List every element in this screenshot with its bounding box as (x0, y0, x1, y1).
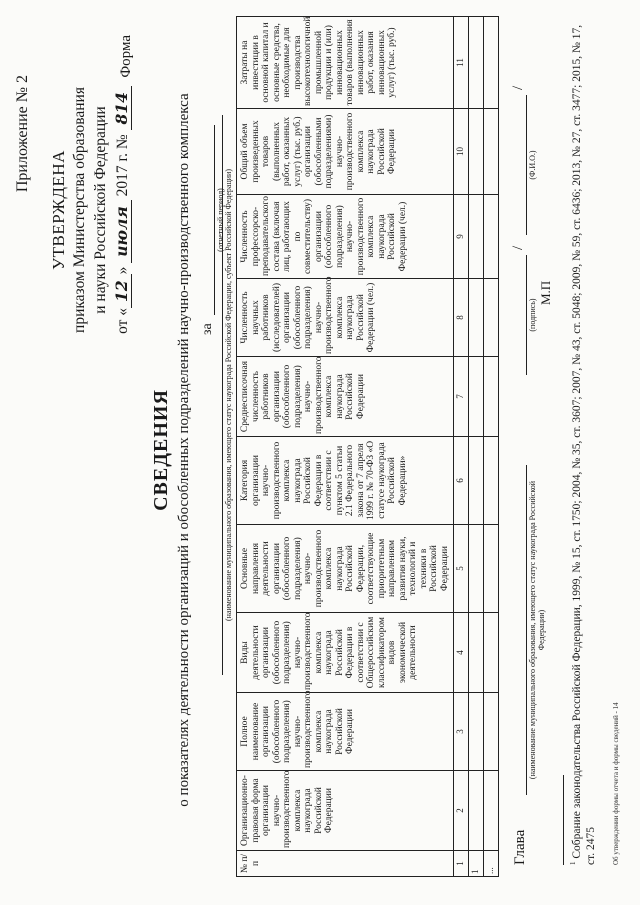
fio-field[interactable] (526, 95, 527, 235)
header-cell: Общий объем произведенных товаров (выполненных работ, оказанных услуг) (тыс. руб.) организации (обособленными подразделениями) научно-производственного комплекса наукограда Российской Федерации (237, 109, 454, 195)
column-number: 9 (454, 195, 469, 279)
date-prefix: от « (114, 307, 131, 334)
municipality-caption: (наименование муниципального образования, имеющего статус наукограда Российской Федерации, субъект Российской Федерации) (224, 169, 233, 622)
table-row (469, 17, 484, 877)
approved-heading: УТВЕРЖДЕНА (49, 150, 68, 270)
column-number: 5 (454, 525, 469, 613)
column-number: 6 (454, 437, 469, 525)
order-number: 814 (112, 86, 132, 130)
footnote-rule (563, 775, 564, 865)
head-label: Глава (512, 829, 528, 865)
header-cell: Организационно-правовая форма организации научно-производственного комплекса наукограда Российской Федерации (237, 771, 454, 851)
head-municipality-field[interactable] (526, 465, 527, 795)
header-cell: Численность профессорско-преподавательского состава (включая лиц, работающих по совместительству) организации (обособленного подразделения) научно-производственного комплекса наукограда Российской Федерации (чел.) (237, 195, 454, 279)
footnote-text: Собрание законодательства Российской Федерации, 1999, № 15, ст. 1750; 2004, № 35, ст. 3607; 2007, № 43, ст. 5048; 2009, № 59, ст. 6436; 2013, № 27, ст. 3477; 2015, № 17, ст. 2475 (570, 24, 597, 865)
table-cell[interactable] (484, 525, 499, 613)
stamp-place: М.П (538, 280, 553, 305)
form-label: Форма (118, 35, 134, 78)
header-cell: Полное наименование организации (обособленного подразделения) научно-производственного комплекса наукограда Российской Федерации (237, 693, 454, 771)
indicators-table (236, 16, 499, 877)
table-cell[interactable] (469, 17, 484, 109)
table-cell[interactable] (469, 525, 484, 613)
column-number: 8 (454, 279, 469, 357)
column-number: 11 (454, 17, 469, 109)
table-cell[interactable] (484, 17, 499, 109)
table-cell[interactable] (469, 437, 484, 525)
table-cell: ... (484, 851, 499, 877)
signature-caption: (подпись) (528, 298, 537, 332)
header-cell: Категория организации научно-производственного комплекса наукограда Российской Федерации в соответствии с пунктом 5 статьи 2.1 Федерального закона от 7 апреля 1999 г. № 70-ФЗ «О статусе наукограда Российской Федерации» (237, 437, 454, 525)
column-number: 7 (454, 357, 469, 437)
column-number: 3 (454, 693, 469, 771)
header-cell: Основные направления деятельности организации (обособленного подразделения) научно-производственного комплекса наукограда Российской Федерации, соответствующие приоритетным направлениям развития науки, технологий и техники в Российской Федерации (237, 525, 454, 613)
table-cell[interactable] (469, 279, 484, 357)
table-cell[interactable] (484, 195, 499, 279)
date-day: 12 (112, 274, 132, 308)
header-cell: Затраты на инвестиции в основной капитал и основные средства, необходимые для производства высокотехнологичной промышленной продукции и (или) инновационных товаров (выполнения инновационных работ, оказания инновационных услуг) (тыс. руб.) (237, 17, 454, 109)
head-municipality-caption: (наименование муниципального образования, имеющего статус наукограда Российской Федерации) (528, 480, 546, 780)
order-line-1: приказом Министерства образования (71, 87, 88, 333)
table-cell[interactable] (484, 613, 499, 693)
table-cell[interactable] (484, 771, 499, 851)
header-cell: Виды деятельности организации (обособленного подразделения) научно-производственного комплекса наукограда Российской Федерации в соответствии с Общероссийским классификатором видов экономической деятельности (237, 613, 454, 693)
header-cell: Численность научных работников (исследователей) организации (обособленного подразделения) научно-производственного комплекса наукограда Российской Федерации (чел.) (237, 279, 454, 357)
table-cell[interactable] (469, 613, 484, 693)
table-cell: 1 (469, 851, 484, 877)
period-field[interactable] (214, 125, 215, 315)
document-title: СВЕДЕНИЯ (150, 389, 172, 511)
column-number: 4 (454, 613, 469, 693)
table-row (484, 17, 499, 877)
document-subtitle: о показателях деятельности организаций и обособленных подразделений научно-производственного комплекса (176, 93, 192, 807)
column-number: 2 (454, 771, 469, 851)
municipality-field[interactable] (222, 115, 223, 675)
footnote-marker: 1 (569, 861, 577, 865)
table-cell[interactable] (484, 357, 499, 437)
period-prefix: за (200, 323, 215, 335)
date-month: июля (112, 200, 132, 262)
table-header-row (237, 17, 454, 877)
table-cell[interactable] (469, 109, 484, 195)
date-year: 2017 г. № (114, 134, 131, 197)
table-cell[interactable] (469, 693, 484, 771)
table-cell[interactable] (484, 109, 499, 195)
date-mid: » (114, 266, 131, 275)
fio-caption: (Ф.И.О.) (528, 150, 537, 180)
table-cell[interactable] (469, 771, 484, 851)
header-cell: № п/п (237, 851, 454, 877)
table-cell[interactable] (469, 357, 484, 437)
bottom-note: Об утверждении формы отчета и формы сведений - 14 (612, 702, 620, 865)
column-number: 10 (454, 109, 469, 195)
order-date-line (111, 75, 133, 345)
table-cell[interactable] (484, 279, 499, 357)
column-number-row (454, 17, 469, 877)
separator-slash: / (510, 85, 526, 90)
table-cell[interactable] (469, 195, 484, 279)
appendix-label: Приложение № 2 (14, 75, 31, 193)
period-caption: (отчетный период) (216, 188, 225, 252)
column-number: 1 (454, 851, 469, 877)
table-cell[interactable] (484, 693, 499, 771)
separator-slash: / (510, 245, 526, 250)
table-cell[interactable] (484, 437, 499, 525)
header-cell: Среднесписочная численность работников организации (обособленного подразделения) научно-производственного комплекса наукограда Российской Федерации (237, 357, 454, 437)
approval-block (48, 75, 133, 345)
signature-field[interactable] (526, 255, 527, 375)
footnote (566, 15, 598, 865)
order-line-2: и науки Российской Федерации (92, 106, 109, 314)
